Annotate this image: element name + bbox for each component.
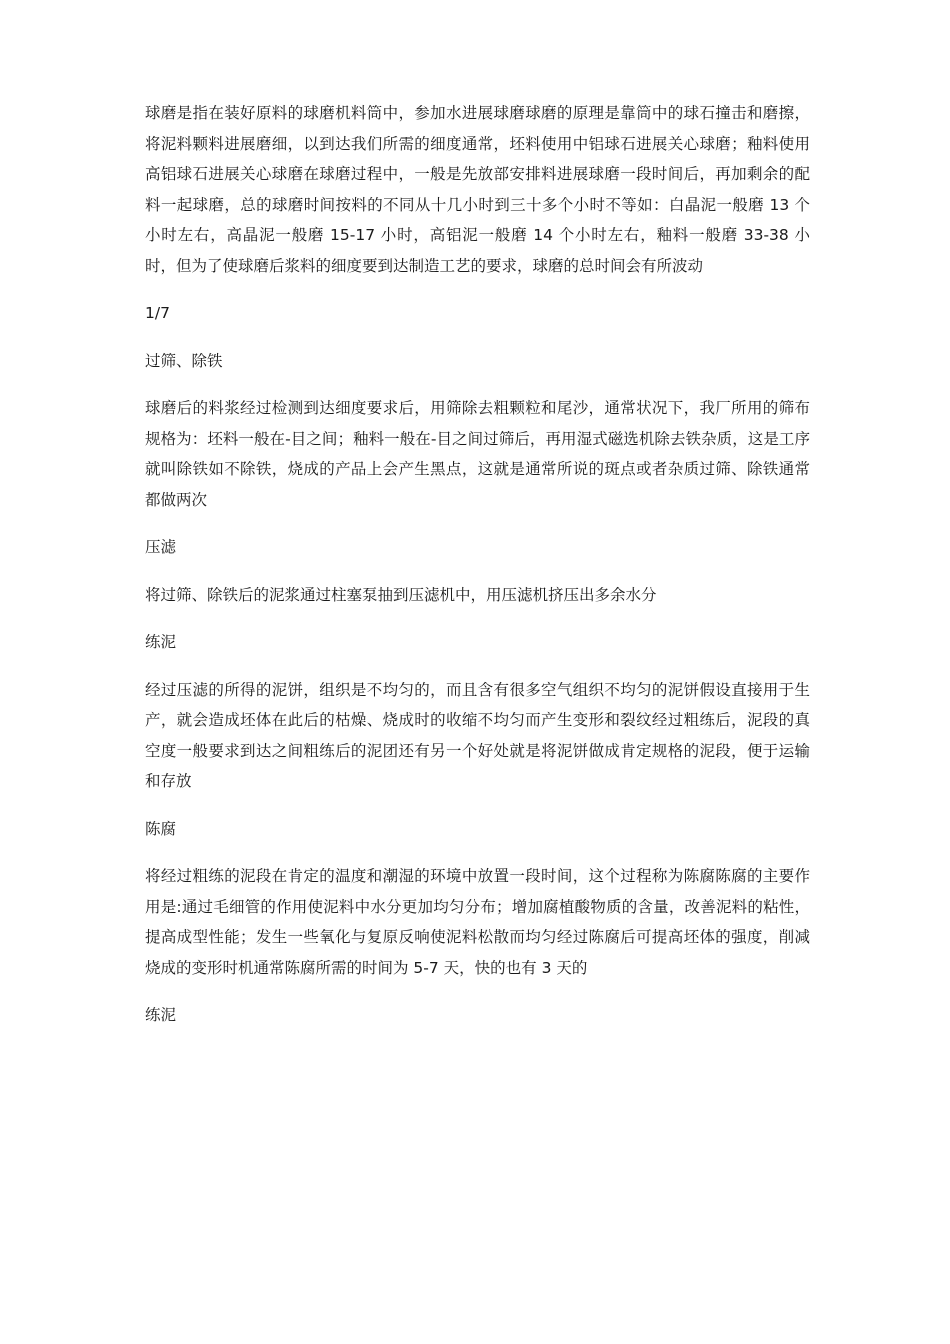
- paragraph-filter-press: 将过筛、除铁后的泥浆通过柱塞泵抽到压滤机中，用压滤机挤压出多余水分: [145, 585, 657, 604]
- heading-pugging: 练泥: [145, 633, 177, 651]
- paragraph-pugging: 经过压滤的所得的泥饼，组织是不均匀的，而且含有很多空气组织不均匀的泥饼假设直接用于生产，就会造成坯体在此后的枯燥、烧成时的收缩不均匀而产生变形和裂纹经过粗练后，泥段的真空度一般要求到达之间粗练后的泥团还有另一个好处就是将泥饼做成肯定规格的泥段，便于运输和存放: [145, 680, 810, 790]
- heading-aging: 陈腐: [145, 819, 177, 838]
- heading-sieving-iron-removal: 过筛、除铁: [145, 351, 223, 370]
- heading-filter-press: 压滤: [145, 538, 177, 556]
- paragraph-sieving-iron-removal: 球磨后的料浆经过检测到达细度要求后，用筛除去粗颗粒和尾沙，通常状况下，我厂所用的筛布规格为：坯料一般在-目之间；釉料一般在-目之间过筛后，再用湿式磁选机除去铁杂质，这是工序就叫除铁如不除铁，烧成的产品上会产生黑点，这就是通常所说的斑点或者杂质过筛、除铁通常都做两次: [145, 399, 810, 509]
- heading-pugging-2: 练泥: [145, 1006, 177, 1024]
- paragraph-aging: 将经过粗练的泥段在肯定的温度和潮湿的环境中放置一段时间，这个过程称为陈腐陈腐的主要作用是:通过毛细管的作用使泥料中水分更加均匀分布；增加腐植酸物质的含量，改善泥料的粘性，提高成型性能；发生一些氧化与复原反响使泥料松散而均匀经过陈腐后可提高坯体的强度，削减烧成的变形时机通常陈腐所需的时间为 5-7 天，快的也有 3 天的: [145, 867, 810, 977]
- page-number: 1/7: [145, 304, 170, 322]
- document-page: [145, 98, 810, 1048]
- paragraph-ball-milling: 球磨是指在装好原料的球磨机料筒中，参加水进展球磨球磨的原理是靠筒中的球石撞击和磨擦，将泥料颗料进展磨细，以到达我们所需的细度通常，坯料使用中铝球石进展关心球磨；釉料使用高铝球石进展关心球磨在球磨过程中，一般是先放部安排料进展球磨一段时间后，再加剩余的配料一起球磨，总的球磨时间按料的不同从十几小时到三十多个小时不等如：白晶泥一般磨 13 个小时左右，高晶泥一般磨 15-17 小时，高铝泥一般磨 14 个小时左右，釉料一般磨 33-38 小时，但为了使球磨后浆料的细度要到达制造工艺的要求，球磨的总时间会有所波动: [145, 104, 810, 275]
